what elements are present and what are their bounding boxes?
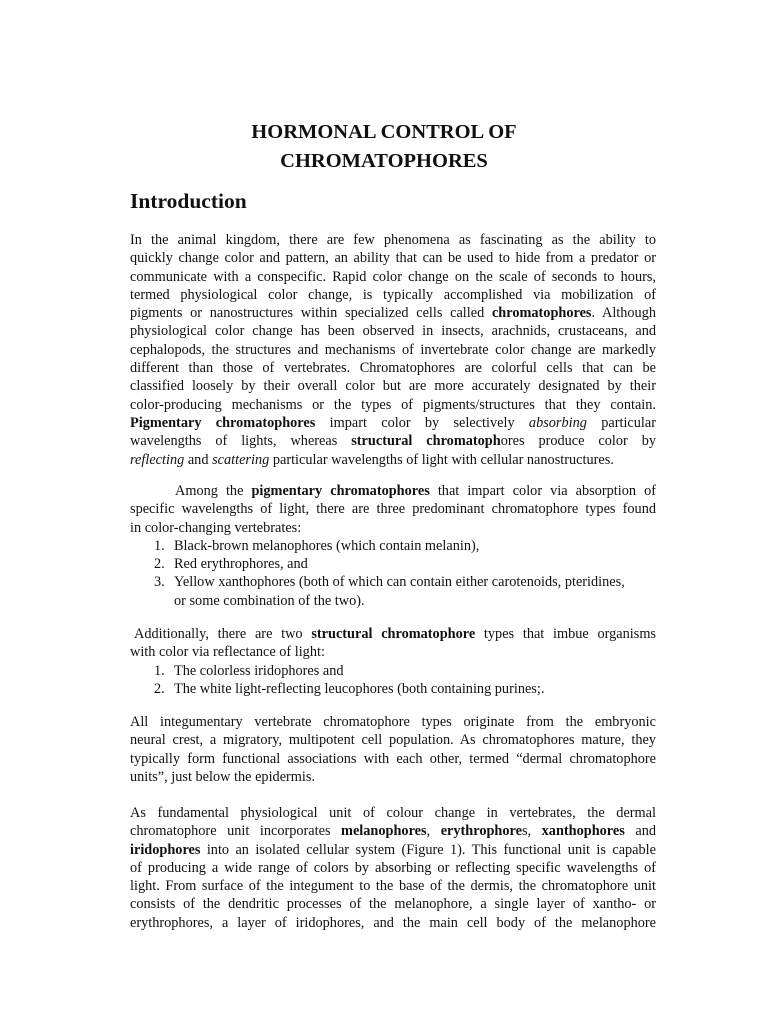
text-line: reflecting and scattering particular wavelengths of light with cellular nanostructures. xyxy=(130,451,614,468)
bold-term: Pigmentary chromatophores xyxy=(130,414,316,431)
bold-term: chromatophores xyxy=(491,305,592,322)
bold-term: xanthophores xyxy=(541,823,625,840)
bold-term: pigmentary chromatophores xyxy=(251,483,430,499)
text-line: with color via reflectance of light: xyxy=(130,644,325,661)
text-line: cephalopods, the structures and mechanisms of invertebrate color change are markedly xyxy=(130,341,656,358)
text-line: quickly change color and pattern, an ability that can be used to hide from a predator or xyxy=(130,250,656,267)
title-line-1: HORMONAL CONTROL OF xyxy=(251,121,517,143)
text-line: consists of the dendritic processes of the melanophore, a single layer of xantho- or xyxy=(130,896,656,913)
text-line: erythrophores, a layer of iridophores, and the main cell body of the melanophore xyxy=(130,914,656,931)
paragraph-pigmentary xyxy=(130,482,656,610)
paragraph-dermal-unit xyxy=(130,804,656,932)
text-line: of producing a wide range of colors by absorbing or reflecting specific wavelengths of xyxy=(130,859,656,876)
text-line: classified loosely by their overall color but are more accurately designated by their xyxy=(130,378,656,395)
italic-term: reflecting xyxy=(130,451,185,468)
text-line: Additionally, there are two structural chromatophore types that imbue organisms xyxy=(134,626,656,642)
section-heading: Introduction xyxy=(130,189,247,213)
paragraph-origin xyxy=(130,713,656,786)
bold-term: structural chromatophore xyxy=(311,626,476,642)
text-line: different than those of vertebrates. Chromatophores are colorful cells that can be xyxy=(130,360,656,377)
text-line: typically form functional associations with each other, termed “dermal chromatophore xyxy=(130,750,656,767)
list-item: 1. Black-brown melanophores (which contain melanin), xyxy=(154,537,480,554)
document-title xyxy=(0,118,768,176)
list-item-continuation: or some combination of the two). xyxy=(174,592,365,609)
list-item: 2. The white light-reflecting leucophores (both containing purines;. xyxy=(154,680,545,697)
text-line: Among the pigmentary chromatophores that impart color via absorption of xyxy=(175,483,656,499)
text-line: In the animal kingdom, there are few phenomena as fascinating as the ability to xyxy=(130,232,656,248)
list-item: 1. The colorless iridophores and xyxy=(154,662,344,679)
text-line: light. From surface of the integument to the base of the dermis, the chromatophore unit xyxy=(130,878,656,895)
text-line: chromatophore unit incorporates melanophores, erythrophores, xanthophores and xyxy=(130,823,656,840)
list-item: 2. Red erythrophores, and xyxy=(154,556,308,573)
paragraph-intro xyxy=(130,231,656,469)
text-line: in color-changing vertebrates: xyxy=(130,519,302,536)
bold-term: erythrophore xyxy=(440,823,522,840)
text-line: units”, just below the epidermis. xyxy=(130,768,316,785)
text-line: All integumentary vertebrate chromatophore types originate from the embryonic xyxy=(130,714,656,730)
text-line: iridophores into an isolated cellular system (Figure 1). This functional unit is capable xyxy=(130,841,656,858)
text-line: neural crest, a migratory, multipotent cell population. As chromatophores mature, they xyxy=(130,732,656,749)
text-line: As fundamental physiological unit of colour change in vertebrates, the dermal xyxy=(130,805,656,821)
text-line: wavelengths of lights, whereas structural chromatophores produce color by xyxy=(130,433,656,450)
text-line: specific wavelengths of light, there are three predominant chromatophore types found xyxy=(130,501,656,518)
list-item: 3. Yellow xanthophores (both of which can contain either carotenoids, pteridines, xyxy=(154,574,625,591)
text-line: termed physiological color change, is typically accomplished via mobilization of xyxy=(130,286,656,303)
title-line-2: CHROMATOPHORES xyxy=(280,150,488,172)
bold-term: melanophores xyxy=(341,823,427,840)
italic-term: absorbing xyxy=(528,414,587,431)
paragraph-structural xyxy=(130,625,656,698)
text-line: physiological color change has been observed in insects, arachnids, crustaceans, and xyxy=(130,323,656,340)
text-line: color-producing mechanisms or the types of pigments/structures that they contain. xyxy=(130,396,656,413)
text-line: pigments or nanostructures within specialized cells called chromatophores. Although xyxy=(130,305,656,322)
italic-term: scattering xyxy=(212,451,270,468)
bold-term: structural chromatoph xyxy=(351,433,501,450)
text-line: communicate with a conspecific. Rapid color change on the scale of seconds to hours, xyxy=(130,268,656,285)
bold-term: iridophores xyxy=(130,841,201,858)
text-line: Pigmentary chromatophores impart color by selectively absorbing particular xyxy=(130,414,656,431)
